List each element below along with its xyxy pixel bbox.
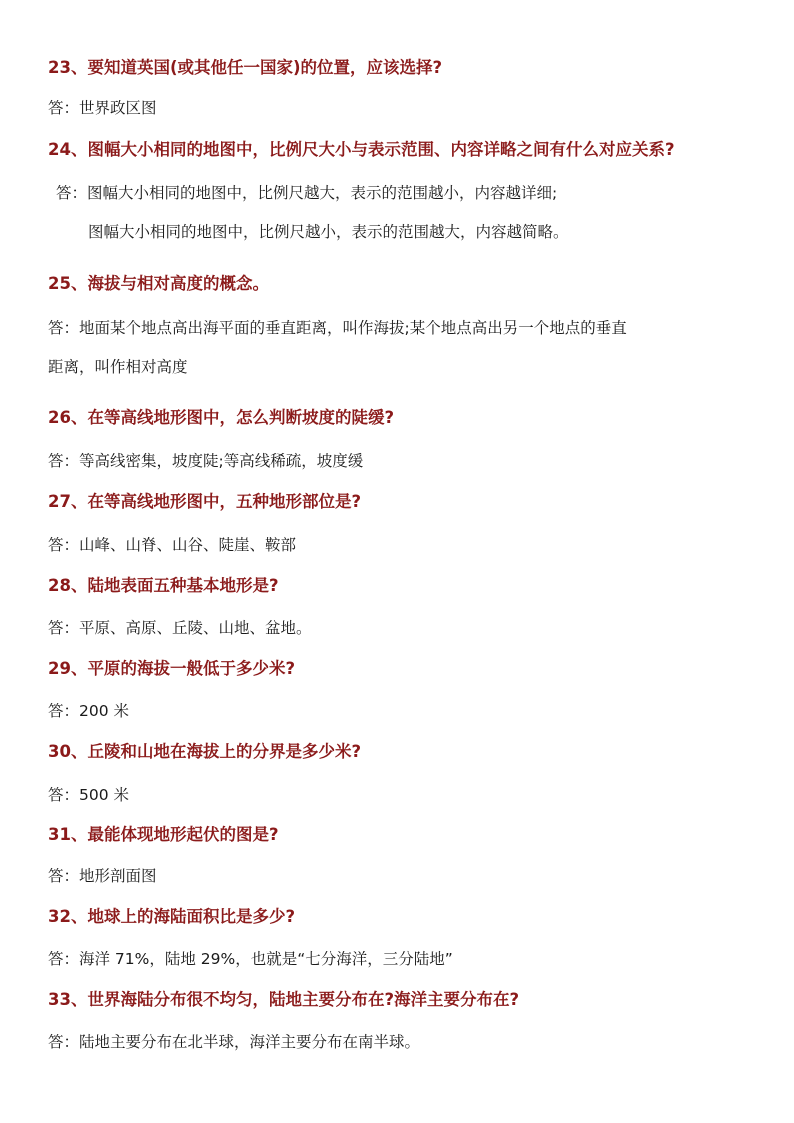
question-33: 33、世界海陆分布很不均匀，陆地主要分布在?海洋主要分布在? bbox=[48, 990, 520, 1009]
answer-26: 答：等高线密集，坡度陡;等高线稀疏，坡度缓 bbox=[48, 452, 364, 470]
question-30: 30、丘陵和山地在海拔上的分界是多少米? bbox=[48, 742, 362, 761]
answer-28: 答：平原、高原、丘陵、山地、盆地。 bbox=[48, 619, 312, 637]
question-28: 28、陆地表面五种基本地形是? bbox=[48, 576, 279, 595]
answer-31: 答：地形剖面图 bbox=[48, 867, 157, 885]
answer-24-line-2: 图幅大小相同的地图中，比例尺越小，表示的范围越大，内容越简略。 bbox=[88, 223, 569, 241]
answer-32: 答：海洋 71%，陆地 29%，也就是“七分海洋，三分陆地” bbox=[48, 950, 453, 968]
answer-33: 答：陆地主要分布在北半球，海洋主要分布在南半球。 bbox=[48, 1033, 421, 1051]
answer-24-line-1: 答：图幅大小相同的地图中，比例尺越大，表示的范围越小，内容越详细; bbox=[56, 184, 558, 202]
answer-25-line-1: 答：地面某个地点高出海平面的垂直距离，叫作海拔;某个地点高出另一个地点的垂直 bbox=[48, 319, 627, 337]
question-26: 26、在等高线地形图中，怎么判断坡度的陡缓? bbox=[48, 408, 395, 427]
question-31: 31、最能体现地形起伏的图是? bbox=[48, 825, 279, 844]
answer-23: 答：世界政区图 bbox=[48, 99, 157, 117]
answer-27: 答：山峰、山脊、山谷、陡崖、鞍部 bbox=[48, 536, 297, 554]
question-24: 24、图幅大小相同的地图中，比例尺大小与表示范围、内容详略之间有什么对应关系? bbox=[48, 140, 675, 159]
answer-25-line-2: 距离，叫作相对高度 bbox=[48, 358, 188, 376]
answer-30: 答：500 米 bbox=[48, 786, 130, 804]
question-32: 32、地球上的海陆面积比是多少? bbox=[48, 907, 296, 926]
question-25: 25、海拔与相对高度的概念。 bbox=[48, 274, 269, 293]
question-29: 29、平原的海拔一般低于多少米? bbox=[48, 659, 296, 678]
question-23: 23、要知道英国(或其他任一国家)的位置，应该选择? bbox=[48, 58, 443, 77]
answer-29: 答：200 米 bbox=[48, 702, 130, 720]
question-27: 27、在等高线地形图中，五种地形部位是? bbox=[48, 492, 362, 511]
